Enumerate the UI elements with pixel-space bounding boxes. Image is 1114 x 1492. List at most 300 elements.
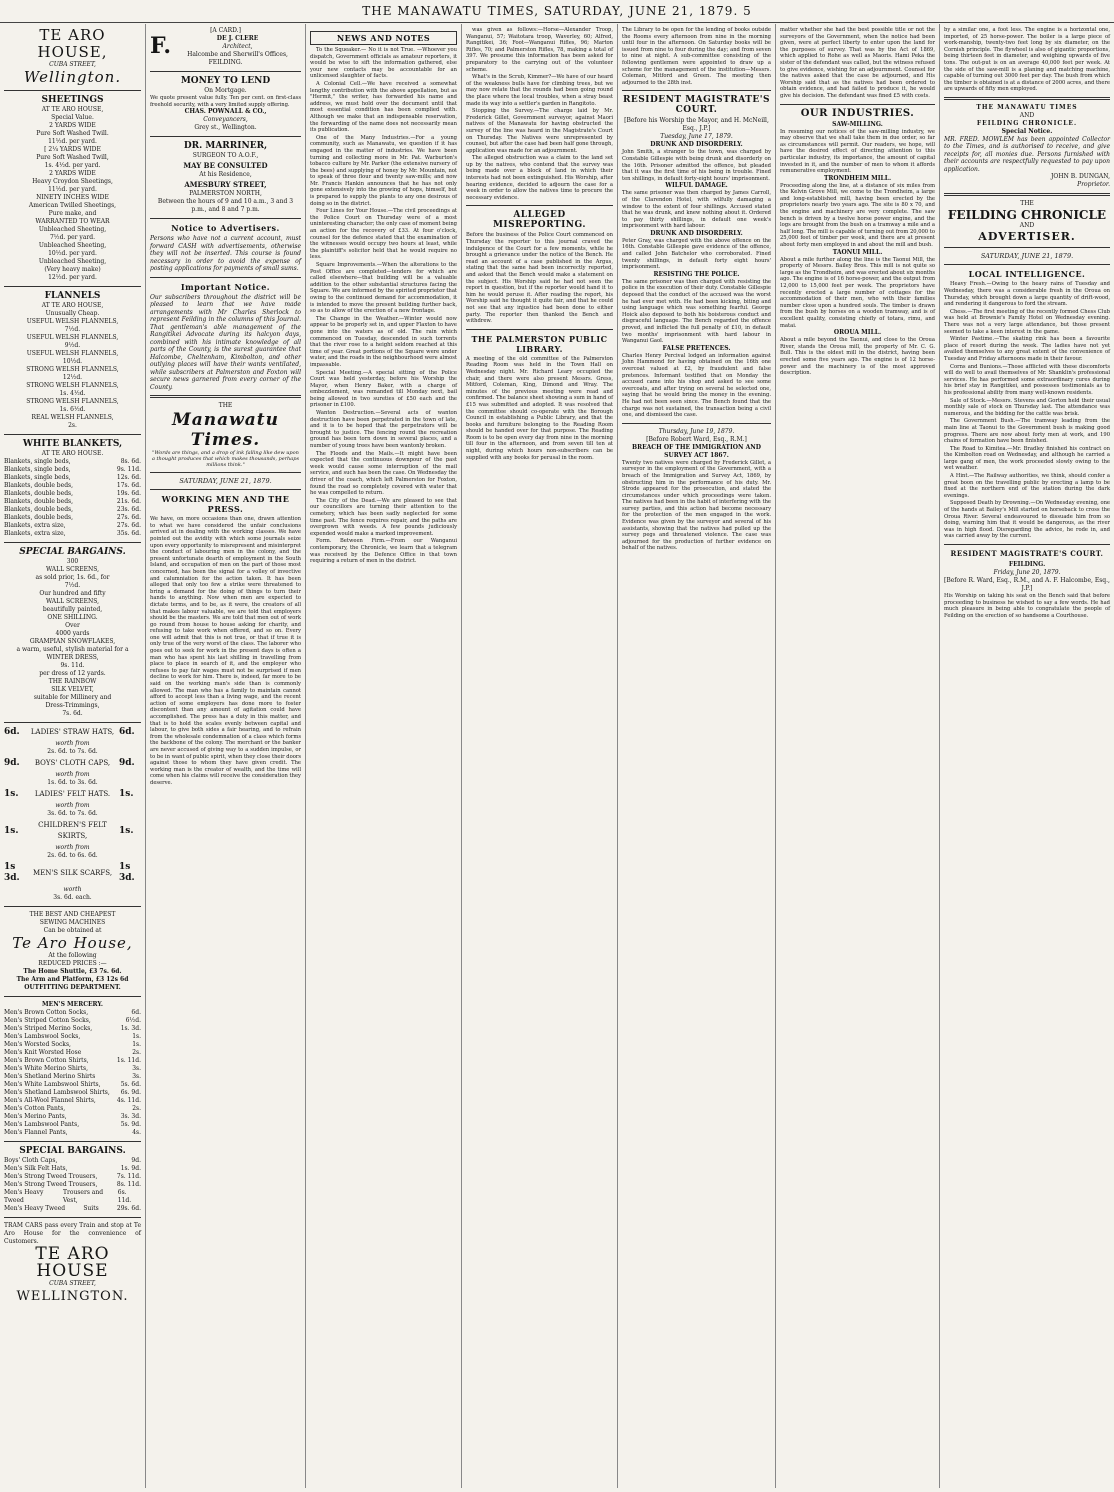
bargains-list-cell: Men's Strong Tweed Trousers, bbox=[4, 1181, 98, 1188]
hat-price-right: 6d. bbox=[119, 727, 135, 737]
blankets-list-cell: 27s. 6d. bbox=[116, 514, 141, 521]
rmc-date: Tuesday, June 17, 1879. bbox=[660, 133, 733, 141]
sheetings-list-line: 11½d. per yard. bbox=[48, 186, 97, 193]
bargains-list-row bbox=[4, 1173, 141, 1181]
hat-range: 2s. 6d. to 7s. 6d. bbox=[47, 748, 98, 755]
money-address: Grey st., Wellington. bbox=[194, 124, 257, 132]
local-paragraph: Heavy Fresh.—Owing to the heavy rains of Tuesday and Wednesday, there was a considerable fresh in the Oroua on Thursday, which brought down a large quantity of drift-wood, and rendering it dangerous to ford the stream. bbox=[944, 281, 1110, 308]
news-paragraph: To the Squeaker.— No it is not True. —Whoever you dispatch, Government officials as amateur reporters, it would be wise to sift the information gathered, else your new contacts may be accountable for an unlicensed slaughter of facts. bbox=[310, 47, 457, 80]
flannels-list-line: 9½d. bbox=[64, 342, 81, 349]
blankets-list-row bbox=[4, 530, 141, 538]
column-1-te-aro-advert bbox=[0, 24, 146, 1488]
mercery-list-cell: Men's Shetland Lambswool Shirts, bbox=[4, 1089, 110, 1096]
local-intelligence-heading: LOCAL INTELLIGENCE. bbox=[968, 269, 1086, 280]
bargains-list-cell: Men's Heavy Tweed bbox=[4, 1189, 44, 1204]
news-paragraph: The Floods and the Mails.—It might have been expected that the continuous downpour of the past week would cause some interruption of the mail service, and such has been the case. On Wednesday the driver of the coach, which left Palmerston for Foxton, found the road so completely covered with water that he was compelled to return. bbox=[310, 450, 457, 497]
special-list-line: Dress-Trimmings, bbox=[45, 702, 100, 709]
sheetings-list-line: AT TE ARO HOUSE, bbox=[41, 106, 104, 113]
sheetings-list-line: 10½d. per yard. bbox=[48, 250, 97, 257]
sheetings-list-line: Unbleached Sheeting, bbox=[38, 226, 107, 233]
special-heading: SPECIAL BARGAINS. bbox=[19, 547, 126, 557]
court-continued: matter whether she had the best possible title or not the surveyors of the Government, when the notice had been given, were at perfect liberty to enter upon the land for the purposes of survey. That was by the Act of 1869, which applied to Rohe as well as Maoris. Hami Peka the sister of the defendant was called, but the witness refused to give evidence, wishing for an adjournment. Counsel for the natives asked that the case be adjourned, and His Worship said that as the natives had been ordered to obtain evidence, and had failed to produce it, he would give his decision. The defendant was fined £5 with costs. bbox=[780, 27, 935, 99]
special-list bbox=[4, 558, 141, 718]
mercery-list-cell: 3s. bbox=[132, 1073, 141, 1080]
news-paragraph: Four Lines for Your House.—The civil proceedings at the Police Court on Thursday were of a most uninteresting character; the only case of moment being an action for the recovery of £33. At four o'clock, counsel for the defence stated that the examination of the witnesses would occupy two hours at least, while the plaintiff's solicitor held that he would require no less. bbox=[310, 208, 457, 261]
page-number: 5 bbox=[743, 4, 752, 18]
blankets-list-row bbox=[4, 506, 141, 514]
special-list-line: 9s. 11d. bbox=[60, 662, 85, 669]
money-heading: MONEY TO LEND bbox=[180, 76, 271, 86]
mercery-list-cell: 4s. 11d. bbox=[116, 1097, 141, 1104]
sheetings-list-line: Unbleached Sheeting, bbox=[38, 258, 107, 265]
local-paragraph: The Government Bush.—The tramway leading from the main line at Taonui to the Government bush is making good progress. There are now about forty men at work, and 190 chains of formation have been finished. bbox=[944, 418, 1110, 445]
feilding-rmc-before: [Before R. Ward, Esq., R.M., and A. F. Halcombe, Esq., J.P.] bbox=[944, 577, 1110, 592]
sheetings-list-line: 12½d. per yard. bbox=[48, 274, 97, 281]
column-7 bbox=[940, 24, 1114, 1488]
rmc-text-1: John Smith, a stranger to the town, was charged by Constable Gillespie with being drunk and disorderly on the 16th. Prisoner admitted the offence, but pleaded that it was the first time of his being in trouble. Fined ten shillings, in default forty-eight hours' imprisonment. bbox=[622, 149, 771, 182]
mercery-list-cell: Men's Merino Pants, bbox=[4, 1113, 67, 1120]
clere-town: FEILDING. bbox=[208, 59, 243, 66]
bargains-list-cell: Men's Heavy Tweed bbox=[4, 1205, 66, 1212]
mercery-list-cell: 2s. bbox=[132, 1105, 141, 1112]
feilding-rmc-text: His Worship on taking his seat on the Bench said that before proceeding to business he wished to say a few words. He had much pleasure in being able to congratulate the people of Feilding on the erection of so handsome a Courthouse. bbox=[944, 593, 1110, 619]
blankets-list-cell: 27s. 6d. bbox=[116, 522, 141, 529]
rmc-sub-5: FALSE PRETENCES. bbox=[662, 344, 731, 352]
sheetings-list-line: Pure Soft Washed Twill. bbox=[36, 130, 109, 137]
sheetings-list-line: 11½d. per yard. bbox=[48, 138, 97, 145]
hat-range: 2s. 6d. to 6s. 6d. bbox=[47, 852, 98, 859]
mercery-list-row bbox=[4, 1073, 141, 1081]
hat-range: 3s. 6d. to 7s. 6d. bbox=[47, 810, 98, 817]
bargains-list-cell: Suits bbox=[83, 1205, 99, 1212]
news-notes-heading: NEWS AND NOTES bbox=[310, 31, 457, 45]
hat-label: LADIES' STRAW HATS, bbox=[30, 728, 115, 736]
rmc-sub-1: DRUNK AND DISORDERLY. bbox=[650, 141, 743, 149]
special-list-line: 300 bbox=[66, 558, 79, 565]
mill-continued: by a similar one, a foot less. The engine is a horizontal one, imported, of 25 horse-power. The boiler is a large piece of work-manship, twenty-two feet long by six diameter, on the Cornish principle. The flywheel is also of gigantic proportions, being thirteen feet in diameter, and weighing upwards of five tons. The out-put is on an average 40,000 feet per week. At the side of the saw-mill is a planing and matching machine, capable of turning out 3000 feet per day. The bush from which the timber is obtained is at a distance of 2000 acres, and there are upwards of fifty men employed. bbox=[944, 27, 1110, 93]
money-text: We quote present value fully. Ten per cent. on first-class freehold security, with a very limited supply offering. bbox=[150, 95, 301, 108]
mercery-list-cell: 2s. bbox=[132, 1049, 141, 1056]
page-masthead bbox=[0, 0, 1114, 23]
te-aro-title: TE ARO HOUSE, bbox=[37, 26, 108, 61]
mercery-list-row bbox=[4, 1017, 141, 1025]
bargains-list-cell: Men's Silk Felt Hats, bbox=[4, 1165, 68, 1172]
local-paragraph: Supposed Death by Drowning.—On Wednesday evening, one of the hands at Bailey's Mill started on horseback to cross the Oroua River. Several endeavoured to dissuade him from so doing, warning him that it would be dangerous, as the river was in high flood. Disregarding the advice, he rode in, and was carried away by the current. bbox=[944, 500, 1110, 540]
oroua-heading: OROUA MILL. bbox=[833, 329, 882, 337]
special-list-line: WALL SCREENS, bbox=[45, 598, 100, 605]
dr-heading: DR. MARRINER, bbox=[183, 141, 268, 152]
notice-heading: Notice to Advertisers. bbox=[171, 223, 280, 234]
clere-office: Halcombe and Sherwill's Offices, bbox=[187, 51, 288, 58]
bargains-list-cell: Trousers and Vest, bbox=[62, 1189, 104, 1204]
hat-worth: worth from bbox=[55, 740, 90, 747]
blankets-list-cell: 21s. 6d. bbox=[116, 498, 141, 505]
notice-text: Persons who have not a current account, must forward CASH with advertisements, otherwise they will not be inserted. This course is found necessary in order to avoid the expense of posting applications for payments of small sums. bbox=[150, 235, 301, 273]
important-heading: Important Notice. bbox=[180, 281, 271, 292]
mercery-list-cell: 6½d. bbox=[125, 1017, 141, 1024]
dr-town: PALMERSTON NORTH, bbox=[189, 190, 262, 198]
mercery-list-cell: Men's Flannel Pants, bbox=[4, 1129, 68, 1136]
machines-sub: At the following bbox=[48, 952, 97, 959]
machines-list-line: SEWING MACHINES bbox=[39, 919, 106, 926]
news-paragraph: The alleged obstruction was a claim to the land set up by the natives, who contend that the survey was being made over a block of land in which their interests had not been extinguished. His Worship, after hearing evidence, decided to adjourn the case for a week in order to allow the natives time to procure the necessary evidence. bbox=[466, 155, 613, 201]
feilding-rmc-town: FEILDING. bbox=[1008, 561, 1046, 568]
sheetings-list bbox=[4, 106, 141, 282]
flannels-list-line: Unusually Cheap. bbox=[45, 310, 100, 317]
important-text: Our subscribers throughout the district will be pleased to learn that we have made arrangements with Mr Charles Sherlock to represent Feilding in the columns of this Journal. That gentleman's able management of the Rangitikei Advocate during its halcyon days, combined with his intimate knowledge of all parts of the County, is the surest guarantee that Halcombe, Cheltenham, Kimbolton, and other outlying places will have their wants ventilated, while subscribers at Palmerston and Foxton will secure news garnered from every corner of the County. bbox=[150, 293, 301, 391]
news-paragraph: A Colonial Cell.—We have received a somewhat lengthy contribution with the above appellation, but as "Hermit," the writer, has forwarded his name and address, we must hold over the document until that most essential condition has been complied with. Although we make that an indispensable reservation, the forwarding of the name does not necessarily mean its publication. bbox=[310, 80, 457, 134]
local-paragraph: Chess.—The first meeting of the recently formed Chess Club was held at Brownie's Family Hotel on Wednesday evening. There was not a very large attendance, but those present seemed to take a keen interest in the game. bbox=[944, 308, 1110, 335]
notice-times-title: THE MANAWATU TIMES bbox=[976, 103, 1078, 111]
local-paragraph: The Road to Kimitea.—Mr. Bradley finished his contract on the Kimbolton road on Wednesday, and although he carried a large gang of men, the work proceeded slowly owing to the wet weather. bbox=[944, 445, 1110, 472]
hat-row bbox=[4, 789, 141, 800]
flannels-list-line: 7½d. bbox=[64, 326, 81, 333]
blankets-list-cell: 9s. 11d. bbox=[116, 466, 141, 473]
mercery-list-row bbox=[4, 1057, 141, 1065]
sheetings-list-line: [ 2¼ YARDS WIDE bbox=[44, 146, 101, 153]
rmc-text-3: Peter Gray, was charged with the above offence on the 16th. Constable Gillespie gave evidence of the offence, and called John Batchelor who corroborated. Fined twenty shillings, in default forty eight hours' imprisonment. bbox=[622, 237, 771, 271]
notice-and: AND bbox=[1019, 111, 1035, 119]
flannels-list-line: AT TE ARO HOUSE, bbox=[41, 302, 104, 309]
bargains-list-row bbox=[4, 1157, 141, 1165]
sheetings-list-line: 2 YARDS WIDE bbox=[49, 170, 96, 177]
footer-te-aro-title: TE ARO HOUSE bbox=[35, 1244, 110, 1281]
special-list-line: per dress of 12 yards. bbox=[39, 670, 106, 677]
library-continued: The Library to be open for the lending of books outside the Rooms every afternoon from nine in the morning until four in the afternoon. On Saturday books will be issued from nine to four during the day; and from seven to nine at night. A sub-committee consisting of the following gentlemen were appointed to draw up a scheme for the management of the institution—Messrs. Coleman, Mitford and Green. The meeting then adjourned to the 28th inst. bbox=[622, 27, 771, 86]
clere-card-label: [A CARD.] bbox=[210, 27, 241, 34]
blankets-list-row bbox=[4, 498, 141, 506]
hat-label: LADIES' FELT HATS. bbox=[34, 790, 111, 798]
dr-role: SURGEON TO A.O.F., bbox=[192, 152, 259, 160]
mercery-list-cell: Men's Brown Cotton Socks, bbox=[4, 1009, 89, 1016]
machines-sub2: REDUCED PRICES :— bbox=[38, 960, 107, 967]
hat-row bbox=[4, 758, 141, 769]
flannels-list-line: 2s. bbox=[68, 422, 77, 429]
flannels-list-line: 1s. 4½d. bbox=[59, 390, 86, 397]
special-list-line: 4000 yards bbox=[55, 630, 90, 637]
masthead-title: THE MANAWATU TIMES, SATURDAY, JUNE 21, 1879. bbox=[362, 4, 739, 18]
local-paragraph: Corns and Bunions.—Those afflicted with these discomforts will do well to avail themselves of Mr. Shanklin's professional services. He has performed some extraordinary cures during his brief stay in Rangitikei, and possesses testimonials as to his professional ability from many well-known residents. bbox=[944, 363, 1110, 396]
hat-price-right: 1s. bbox=[119, 789, 134, 799]
flannels-list-line: 10½d. bbox=[62, 358, 83, 365]
saw-milling-heading: SAW-MILLING. bbox=[832, 120, 883, 128]
machines-list-line: Can be obtained at bbox=[43, 927, 102, 934]
news-paragraph: What's in the Scrub, Kimmer?—We have of our heard of the weakness bulls have for climbing trees, but we may now relate that the rounds had been going round the place where the local troubles, when a stray beast made its way into a settler's garden in Rangitoto. bbox=[466, 74, 613, 107]
tram-cars-note: TRAM CARS pass every Train and stop at Te Aro House for the convenience of Customers. bbox=[4, 1222, 141, 1245]
column-3 bbox=[306, 24, 462, 1488]
blankets-list-cell: Blankets, double beds, bbox=[4, 482, 74, 489]
hat-price: 6d. bbox=[4, 727, 20, 737]
money-firm: CHAS. POWNALL & CO., bbox=[184, 108, 267, 116]
special-list-line: ONE SHILLING. bbox=[47, 614, 98, 621]
special-list-line: suitable for Millinery and bbox=[33, 694, 112, 701]
special-list-line: Over bbox=[65, 622, 80, 629]
notice-signature-role: Proprietor. bbox=[1077, 181, 1110, 189]
hat-row bbox=[4, 727, 141, 738]
machine-price: The Home Shuttle, £3 7s. 6d. bbox=[23, 968, 122, 975]
sheetings-list-line: WARRANTED TO WEAR bbox=[35, 218, 110, 225]
hat-row bbox=[4, 862, 141, 884]
sheetings-list-line: Unbleached Sheeting, bbox=[38, 242, 107, 249]
paper-motto: "Words are things, and a drop of ink falling like dew upon a thought produces that which makes thousands, perhaps millions think." bbox=[151, 450, 300, 469]
machines-prices bbox=[4, 968, 141, 984]
feilding-rmc-date: Friday, June 20, 1879. bbox=[993, 569, 1061, 576]
special-list-line: SILK VELVET, bbox=[51, 686, 94, 693]
news-paragraph: The City of the Dead.—We are pleased to see that our councillors are turning their attention to the cemetery, which has been sadly neglected for some time past. The fence requires repair, and the paths are overgrown with weeds. A few pounds judiciously expended would make a marked improvement. bbox=[310, 497, 457, 537]
blankets-list-cell: 23s. 6d. bbox=[116, 506, 141, 513]
rmc-text-2: The same prisoner was then charged by James Carroll, of the Clarendon Hotel, with wilfully damaging a window to the extent of four shillings. Accused stated that he was drunk, and knew nothing about it. Ordered to pay thirty shillings, in default one week's imprisonment with hard labour. bbox=[622, 190, 771, 230]
blankets-heading: WHITE BLANKETS, bbox=[22, 439, 123, 449]
notice-signature: JOHN B. DUNGAN, bbox=[1051, 173, 1110, 181]
hat-worth: worth from bbox=[55, 802, 90, 809]
sheetings-list-line: 7½d. per yard. bbox=[49, 234, 96, 241]
mercery-list-cell: Men's Knit Worsted Hose bbox=[4, 1049, 82, 1056]
bargains-list bbox=[4, 1157, 141, 1213]
sheetings-list-line: 2 YARDS WIDE bbox=[49, 122, 96, 129]
mercery-list-cell: 5s. 9d. bbox=[120, 1121, 141, 1128]
bargains-list-cell: Boys' Cloth Caps, bbox=[4, 1157, 58, 1164]
thursday-text: Twenty two natives were charged by Frederick Gillet, a surveyor in the employment of the Government, with a breach of the Immigration and Survey Act, 1869, by obstructing him in the performance of his duty. Mr. Strode appeared for the prosecution, and stated the circumstances under which proceedings were taken. The natives had been in the habit of interfering with the survey parties, and this action had become necessary for the protection of the men engaged in the work. Evidence was given by the surveyor and several of his assistants, showing that the natives had pulled up the survey pegs and threatened violence. The case was adjourned for the production of further evidence on behalf of the natives. bbox=[622, 459, 771, 552]
bargains-list-cell: 9d. bbox=[131, 1157, 141, 1164]
special-list-line: as sold prior, 1s. 6d., for bbox=[35, 574, 110, 581]
column-6 bbox=[776, 24, 940, 1488]
hat-worth: worth from bbox=[55, 844, 90, 851]
fc-date: SATURDAY, JUNE 21, 1879. bbox=[980, 252, 1074, 261]
bargains-list-cell: 1s. 9d. bbox=[120, 1165, 141, 1172]
machine-price: The Arm and Platform, £3 12s 6d bbox=[16, 976, 129, 983]
flannels-list-line: USEFUL WELSH FLANNELS, bbox=[26, 350, 119, 357]
blankets-list-cell: Blankets, double beds, bbox=[4, 514, 74, 521]
money-sub: On Mortgage. bbox=[204, 87, 247, 94]
mercery-list-cell: 1s. bbox=[132, 1033, 141, 1040]
hat-price: 1s. bbox=[4, 825, 19, 836]
mercery-list-cell: Men's White Lambswool Shirts, bbox=[4, 1081, 101, 1088]
fc-title: FEILDING CHRONICLE bbox=[947, 208, 1107, 223]
mercery-list-cell: Men's Cotton Pants, bbox=[4, 1105, 66, 1112]
mercery-list-cell: 6s. 9d. bbox=[120, 1089, 141, 1096]
bargains-list-row bbox=[4, 1189, 141, 1205]
bargains-list-cell: 8s. 11d. bbox=[116, 1181, 141, 1188]
mercery-heading: MEN'S MERCERY. bbox=[42, 1001, 103, 1008]
sheetings-list-line: 1s. 4½d. per yard. bbox=[44, 162, 101, 169]
bargains-list-row bbox=[4, 1181, 141, 1189]
sheetings-list-line: American Twilled Sheetings, bbox=[28, 202, 117, 209]
fc-advertiser: ADVERTISER. bbox=[978, 230, 1076, 244]
news-notes-paragraphs bbox=[310, 47, 457, 565]
news-paragraph: Stopping the Survey.—The charge laid by Mr. Frederick Gillet, Government surveyor, against Maori natives of the Manawatu for having obstructed the survey of the line was heard in the Magistrate's Court on Thursday. The Natives were unrepresented by counsel, but after the case had been half gone through, application was made for an adjournment. bbox=[466, 108, 613, 154]
mercery-list-cell: 4s. bbox=[132, 1129, 141, 1136]
blankets-list-cell: Blankets, single beds, bbox=[4, 458, 71, 465]
feilding-rmc-heading: RESIDENT MAGISTRATE'S COURT. bbox=[950, 549, 1104, 558]
mercery-list-row bbox=[4, 1121, 141, 1129]
clere-title: Architect, bbox=[222, 43, 253, 50]
special-list-line: WALL SCREENS, bbox=[45, 566, 100, 573]
special-list-line: beautifully painted, bbox=[42, 606, 103, 613]
rmc-sub-3: DRUNK AND DISORDERLY. bbox=[650, 229, 743, 237]
news-paragraph: Square Improvements.—When the alterations to the Post Office are completed—tenders for which are called elsewhere—that building will be a valuable addition to the other substantial structures facing the Square. We are informed by the spirited proprietor that owing to the continued demand for accommodation, it is intended to move the present building further back, so as to allow of the erection of a new frontage. bbox=[310, 262, 457, 315]
mercery-list-cell: 1s. 11d. bbox=[116, 1057, 141, 1064]
blankets-list-cell: 19s. 6d. bbox=[116, 490, 141, 497]
mercery-list-row bbox=[4, 1113, 141, 1121]
rmc-heading: RESIDENT MAGISTRATE'S COURT. bbox=[622, 95, 771, 116]
mercery-list-cell: 5s. 6d. bbox=[120, 1081, 141, 1088]
hat-price: 1s. bbox=[4, 789, 19, 799]
flannels-list-line: REAL WELSH FLANNELS, bbox=[31, 414, 114, 421]
paper-title: Manawatu Times. bbox=[171, 410, 280, 451]
flannels-list-line: STRONG WELSH FLANNELS, bbox=[26, 398, 119, 405]
hat-range: 3s. 6d. each. bbox=[53, 894, 92, 901]
misreporting-text: Before the business of the Police Court commenced on Thursday the reporter to this journal craved the indulgence of the Court for a few moments, while he brought a grievance under the notice of the Bench. He read an account of a case published in the Argus, stating that the same had been incorrectly reported, and asked that the Bench would make a statement on the subject. His Worship said he had not seen the report in question, but if the reporter would hand it to him he would peruse it. After reading the report, his Worship said he thought it quite fair, and that he could not see that any injustice had been done to either party. The reporter then thanked the Bench and withdrew. bbox=[466, 232, 613, 325]
sheetings-list-line: Pure Soft Washed Twill, bbox=[36, 154, 109, 161]
bargains-list-cell: 29s. 6d. bbox=[116, 1205, 141, 1212]
special-list-line: WINTER DRESS, bbox=[46, 654, 99, 661]
paper-date: SATURDAY, JUNE 21, 1879. bbox=[179, 477, 272, 486]
column-4 bbox=[462, 24, 618, 1488]
special-list-line: GRAMPIAN SNOWFLAKES, bbox=[29, 638, 116, 645]
blankets-list-cell: 12s. 6d. bbox=[116, 474, 141, 481]
news-paragraph: The Change in the Weather.—Winter would now appear to be properly set in, and upper Flaxton to have gone into the waters as of old. The rain which commenced on Tuesday, descended in such torrents that the river rose to a height seldom reached at this time of year. Great portions of the Square were under water, and the roads in the neighbourhood were almost impassable. bbox=[310, 315, 457, 368]
rmc-text-4: The same prisoner was then charged with resisting the police in the execution of their duty. Constable Gillespie deposed that the conduct of the accused was the worst he had ever met with. He had been kicking, biting and using language which was something fearful. George Hoick also deposed to both his boisterous conduct and disgraceful language. The Bench regarded the offence proved, and inflicted the full penalty of £10, in default two months' imprisonment with hard labour in Wanganui Gaol. bbox=[622, 278, 771, 345]
mercery-list-cell: 3s. 3d. bbox=[120, 1113, 141, 1120]
footer-street: CUBA STREET, bbox=[49, 1280, 96, 1287]
sheetings-heading: SHEETINGS bbox=[41, 95, 104, 105]
hat-row bbox=[4, 820, 141, 842]
blankets-list-cell: Blankets, extra size, bbox=[4, 530, 66, 537]
blankets-list-cell: Blankets, double beds, bbox=[4, 498, 74, 505]
mercery-list-cell: Men's Brown Cotton Shirts, bbox=[4, 1057, 89, 1064]
sheetings-list-line: Special Value. bbox=[51, 114, 94, 121]
hat-price: 1s 3d. bbox=[4, 862, 20, 883]
te-aro-street: CUBA STREET, bbox=[49, 61, 96, 68]
trondheim-heading: TRONDHEIM MILL. bbox=[823, 174, 892, 182]
column-2 bbox=[146, 24, 306, 1488]
blankets-list-row bbox=[4, 482, 141, 490]
blankets-list-cell: 35s. 6d. bbox=[116, 530, 141, 537]
special-list-line: THE RAINBOW bbox=[48, 678, 97, 685]
mercery-list-cell: Men's All-Wool Flannel Shirts, bbox=[4, 1097, 96, 1104]
blankets-list-cell: Blankets, extra size, bbox=[4, 522, 66, 529]
clere-name: DE J. CLERE bbox=[216, 35, 259, 42]
library-text: A meeting of the old committee of the Palmerston Reading Room was held in the Town Hall on Wednesday night. Mr. Richard Leary occupied the chair, and there were also present Messrs. Gress, Mitford, Coleman, King, Dimond and Wray. The minutes of the previous meeting were read and confirmed. The balance sheet showing a sum in hand of £15 was submitted and adopted. It was resolved that the committee should co-operate with the Borough Council in establishing a Public Library, and that the books and furniture belonging to the Reading Room should be handed over for that purpose. The Reading Room is to be open every day from nine in the morning till four in the afternoon, and from seven till ten at night, during which hours non-subscribers can be supplied with any books for perusal in the room. bbox=[466, 355, 613, 461]
oroua-text: About a mile beyond the Taonui, and close to the Oroua River, stands the Oroua mill, the property of Mr. C. G. Bull. This is the oldest mill in the district, having been erected some five years ago. The engine is of 12 horse-power and the machinery is of the most approved description. bbox=[780, 337, 935, 377]
bargains-list-cell: 6s. 11d. bbox=[117, 1189, 132, 1204]
machines-store-name: Te Aro House, bbox=[12, 934, 133, 952]
blankets-list bbox=[4, 458, 141, 538]
news-paragraph: Special Meeting.—A special sitting of the Police Court was held yesterday, before his Worship the Mayor, when Henry Baker, with a charge of embezzlement, was remanded till Monday next, bail being allowed in two sureties of £50 each and the prisoner in £100. bbox=[310, 369, 457, 409]
news-paragraph: One of the Many Industries.—For a young community, such as Manawatu, we question if it has engaged in the matter of industries. We have been turning and collecting more in Mr. Pat. Warburton's tobacco culture by Mr. Parker (the extensive nursery of the bees) and supplying of honey by Mr. Mountain, not to speak of three flour and twenty saw-mills; and now Mr. Francis Hankin announces that he has not only gone extensively into the growing of hops, himself, but is prepared to supply the plants to any one desirous of doing so in the district. bbox=[310, 134, 457, 207]
industries-heading: OUR INDUSTRIES. bbox=[800, 107, 915, 119]
bargains-list-row bbox=[4, 1165, 141, 1173]
te-aro-city: Wellington. bbox=[23, 68, 122, 86]
thursday-sub: BREACH OF THE IMMIGRATION AND SURVEY ACT 1867. bbox=[632, 443, 761, 459]
mercery-list bbox=[4, 1009, 141, 1137]
dr-at: At his Residence, bbox=[199, 171, 252, 179]
flannels-list-line: USEFUL WELSH FLANNELS, bbox=[26, 334, 119, 341]
machines-list bbox=[4, 911, 141, 935]
flannels-list-line: 1s. 6½d. bbox=[59, 406, 86, 413]
fc-and: AND bbox=[1019, 222, 1035, 230]
fc-the: THE bbox=[1020, 200, 1034, 208]
mercery-list-cell: 1s. 3d. bbox=[120, 1025, 141, 1032]
hat-worth: worth from bbox=[55, 771, 90, 778]
special-list-line: 7½d. bbox=[64, 582, 81, 589]
sheetings-list-line: NINETY INCHES WIDE bbox=[36, 194, 109, 201]
news-paragraph: Form. Between Firm.—From our Wanganui contemporary, the Chronicle, we learn that a telegram was received by the Defence Office in that town requiring a return of men in the district. bbox=[310, 538, 457, 565]
local-intelligence-paragraphs bbox=[944, 281, 1110, 540]
blankets-list-row bbox=[4, 474, 141, 482]
hat-worth: worth bbox=[63, 886, 82, 893]
library-heading: THE PALMERSTON PUBLIC LIBRARY. bbox=[471, 333, 608, 354]
special-list-line: Our hundred and fifty bbox=[39, 590, 106, 597]
hats-list bbox=[4, 727, 141, 902]
hat-label: CHILDREN'S FELT SKIRTS, bbox=[38, 821, 107, 840]
taonui-text: About a mile further along the line is the Taonui Mill, the property of Messrs. Bailey Bros. This mill is not quite so large as the Trondheim, and was erected about six months ago. The engine is of 16 horse-power, and the output from 12,000 to 15,000 feet per week. The proprietors have recently erected a large number of cottages for the accommodation of their men, who with their families number close upon a hundred souls. The timber is drawn from the bush by horses on a wooden tramway, and is of excellent quality, consisting chiefly of totara, rimu, and matai. bbox=[780, 256, 935, 329]
flannels-list-line: USEFUL WELSH FLANNELS, bbox=[26, 318, 119, 325]
hat-price-right: 1s 3d. bbox=[119, 862, 135, 883]
dr-consult: MAY BE CONSULTED bbox=[183, 161, 268, 171]
footer-city: WELLINGTON. bbox=[16, 1289, 129, 1304]
column-5 bbox=[618, 24, 776, 1488]
blankets-list-cell: 17s. 6d. bbox=[116, 482, 141, 489]
mercery-list-row bbox=[4, 1065, 141, 1073]
mercery-list-cell: 1s. bbox=[132, 1041, 141, 1048]
leader-heading: WORKING MEN AND THE PRESS. bbox=[161, 494, 290, 515]
mercery-list-row bbox=[4, 1089, 141, 1097]
special-list-line: 7s. 6d. bbox=[62, 710, 83, 717]
bargains-list-cell: 7s. 11d. bbox=[116, 1173, 141, 1180]
rmc-text-5: Charles Henry Percival lodged an information against John Hammond for having obtained on the 16th one overcoat valued at £2, by fraudulent and false pretences. Informant testified that on Monday the accused came into his shop and asked to see some overcoats, and after trying on several he selected one, saying that he would bring the money in the evening. He had not been seen since. The Bench found that the charge was not sustained, the transaction being a civil one, and dismissed the case. bbox=[622, 352, 771, 419]
hat-label: BOYS' CLOTH CAPS, bbox=[34, 759, 111, 767]
local-paragraph: Sale of Stock.—Messrs. Stevens and Gorton held their usual monthly sale of stock on Thursday last. The attendance was numerous, and the bidding for the cattle was brisk. bbox=[944, 397, 1110, 417]
mercery-list-row bbox=[4, 1105, 141, 1113]
flannels-list-line: 12½d. bbox=[62, 374, 83, 381]
mercery-list-row bbox=[4, 1041, 141, 1049]
mercery-list-row bbox=[4, 1049, 141, 1057]
saw-milling-text: In resuming our notices of the saw-milling industry, we may observe that we shall take them in due order, so far as circumstances will permit. Our readers, we hope, will have the desired effect of directing attention to this particular industry, its importance, the amount of capital invested in it, and the number of men to whom it affords remunerative employment. bbox=[780, 128, 935, 175]
hat-price-right: 9d. bbox=[119, 758, 135, 768]
mercery-list-cell: Men's Shetland Merino Shirts bbox=[4, 1073, 96, 1080]
dr-hours: Between the hours of 9 and 10 a.m., 3 and 3 p.m., and 8 and 7 p.m. bbox=[157, 198, 294, 214]
local-paragraph: Winter Pastime.—The skating rink has been a favourite place of resort during the week. The ladies have not yet availed themselves to any great extent of the convenience of Tuesday and Friday afternoons made in their favour. bbox=[944, 336, 1110, 362]
blankets-sub: AT TE ARO HOUSE. bbox=[41, 450, 104, 457]
blankets-list-row bbox=[4, 490, 141, 498]
taonui-heading: TAONUI MILL. bbox=[832, 248, 883, 256]
special-notice-label: Special Notice. bbox=[1001, 127, 1053, 135]
blankets-list-row bbox=[4, 522, 141, 530]
blankets-list-cell: 8s. 6d. bbox=[120, 458, 141, 465]
blankets-list-cell: Blankets, single beds, bbox=[4, 466, 71, 473]
hat-price-right: 1s. bbox=[119, 825, 134, 836]
sheetings-list-line: Pure make, and bbox=[48, 210, 97, 217]
rmc-sub-4: RESISTING THE POLICE. bbox=[653, 270, 740, 278]
mercery-list-cell: Men's Lambswool Socks, bbox=[4, 1033, 81, 1040]
rmc-before: [Before his Worship the Mayor, and H. McNeill, Esq., J.P.] bbox=[624, 117, 769, 133]
mercery-list-cell: Men's Worsted Socks, bbox=[4, 1041, 71, 1048]
bargains-heading: SPECIAL BARGAINS. bbox=[19, 1146, 126, 1156]
blankets-list-row bbox=[4, 466, 141, 474]
column-4-paragraphs bbox=[466, 27, 613, 201]
blankets-list-row bbox=[4, 458, 141, 466]
special-list-line: a warm, useful, stylish material for a bbox=[16, 646, 129, 653]
machines-list-line: THE BEST AND CHEAPEST bbox=[29, 911, 116, 918]
sheetings-list-line: Heavy Croydon Sheetings, bbox=[32, 178, 113, 185]
notice-chronicle-title: FEILDING CHRONICLE. bbox=[976, 119, 1078, 127]
mercery-list-row bbox=[4, 1097, 141, 1105]
clere-initial: F. bbox=[150, 35, 172, 59]
outfitting-label: OUTFITTING DEPARTMENT. bbox=[24, 984, 121, 991]
flannels-list-line: STRONG WELSH FLANNELS, bbox=[26, 382, 119, 389]
leader-text: We have, on more occasions than one, drawn attention to what we have considered the unfair conclusions arrived at in dealing with the working classes. We have pointed out the avidity with which some journals seize upon every opportunity to misrepresent and misinterpret the conduct of labouring men in the colony, and the present unfortunate dearth of employment in the South Island, and occupation of men on the part of those most concerned, has been the signal for a volley of invective and calumniation for the action taken. It has been alleged that only too few a strike were threatened to bring a demand for the doing of things to turn their hands to anything. Now when men are expected to dictate terms, and to be, as it were, the creators of all that makes labour valuable, we are told that employers should be the masters. We are told that men out of work go round from house to house asking for charity, and refusing to take work when offered, and so on. Every one will admit that this is not true, or that if true it is only true of the very worst of the class. The laborer who goes out to seek for work in the present days is often a man who has spent his last shilling in travelling from place to place in search of it, and the employer who refuses to pay fair wages must not be surprised if men decline to work for him. There is, indeed, far more to be said on the working man's side than is commonly allowed. The man who has a family to maintain cannot afford to accept less than a living wage, and the recent action of some employers has done more to foster discontent than any amount of agitation could have accomplished. The press has a duty in this matter, and that is to hold the scales evenly between capital and labour, to give both sides a fair hearing, and to refrain from the wholesale condemnation of a class which forms the backbone of the colony. The merchant or the banker are never accused of giving way to a sudden impulse, or to be in want of public spirit, when they close their doors against those to whom they have given credit. The working man is the creator of wealth, and the time will come when his claims will receive the consideration they deserve. bbox=[150, 516, 301, 786]
